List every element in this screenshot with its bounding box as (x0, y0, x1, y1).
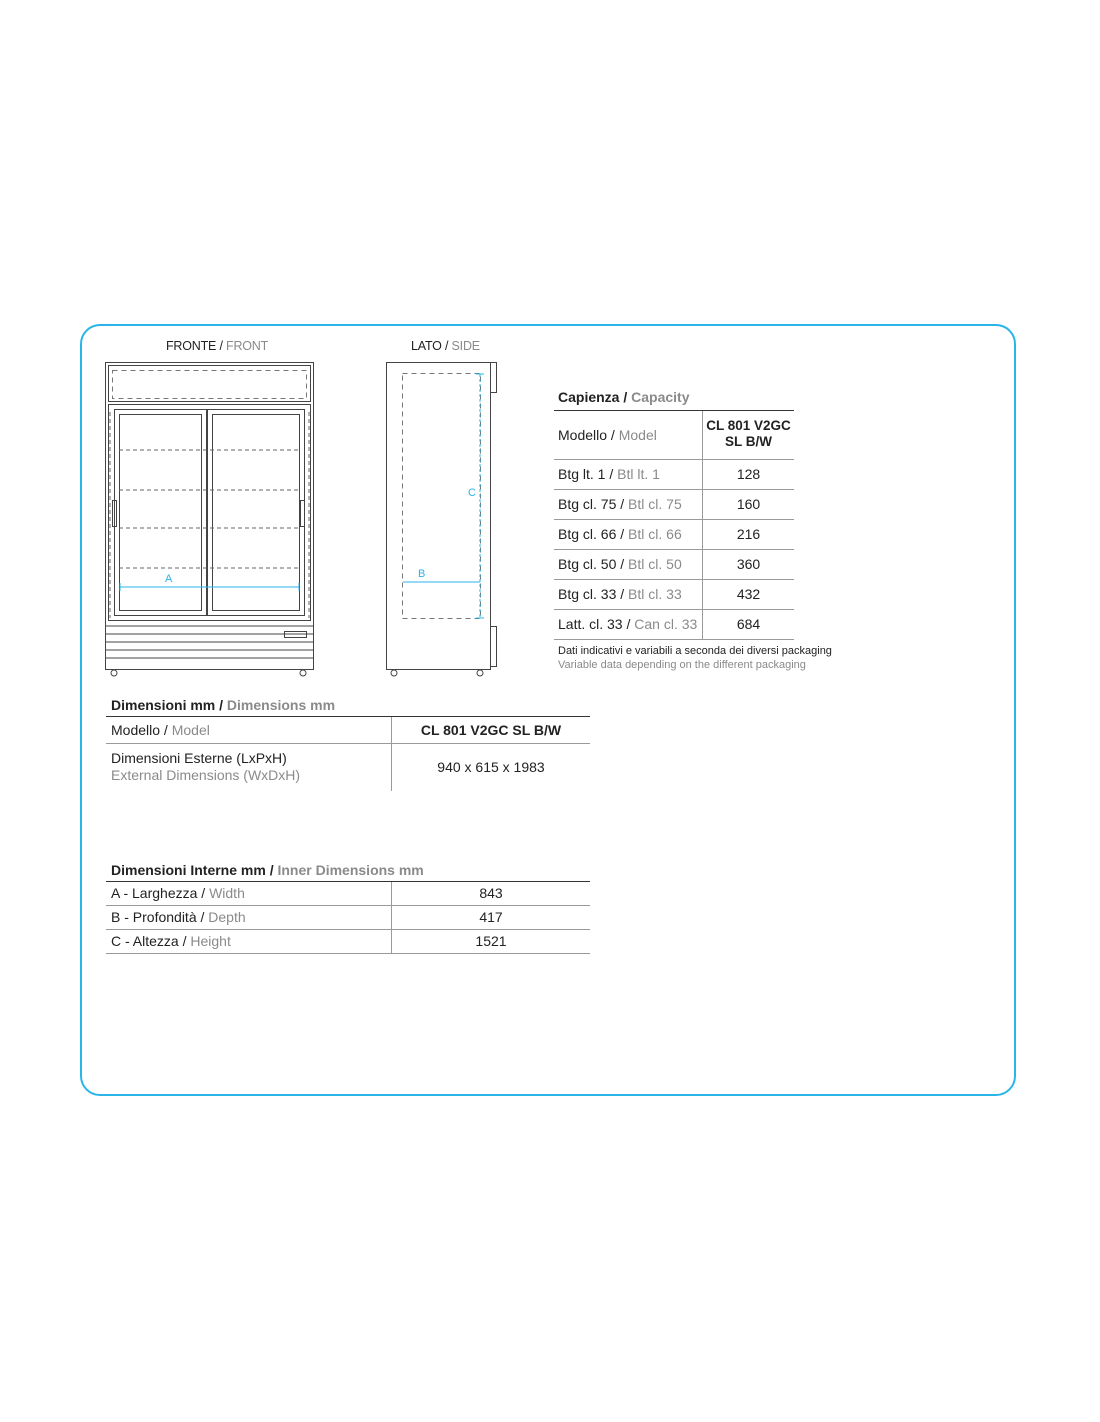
inner-dimensions-title: Dimensioni Interne mm / Inner Dimensions mm (106, 861, 590, 882)
capacity-title-en: Capacity (631, 389, 690, 405)
inner-title-it: Dimensioni Interne mm (111, 862, 266, 878)
label-en: Btl cl. 66 (628, 526, 682, 542)
capacity-row-value: 684 (736, 616, 761, 632)
dimensions-header-row (106, 717, 590, 744)
label-en: External Dimensions (WxDxH) (111, 767, 301, 783)
model-label-en: Model (618, 427, 657, 443)
side-view-drawing (0, 0, 1100, 700)
label-it: B - Profondità (111, 909, 197, 925)
label-en: Height (190, 933, 231, 949)
label-en: Btl cl. 75 (628, 496, 682, 512)
capacity-row-label: Latt. cl. 33 / Can cl. 33 (554, 610, 703, 639)
capacity-row-label: Btg cl. 66 / Btl cl. 66 (554, 520, 703, 549)
dim-c-label: C (468, 487, 476, 499)
label-it: Dimensioni Esterne (LxPxH) (111, 750, 287, 766)
inner-dimensions-table (106, 861, 590, 954)
label-it: Btg lt. 1 (558, 466, 606, 482)
front-title-en: FRONT (226, 339, 269, 353)
label-en: Can cl. 33 (634, 616, 698, 632)
table-row (106, 906, 590, 930)
table-row (106, 744, 590, 791)
label-it: Btg cl. 75 (558, 496, 617, 512)
capacity-row-value: 432 (736, 586, 761, 602)
table-row (106, 930, 590, 954)
dim-a-label: A (165, 573, 173, 585)
model-label-en: Model (171, 722, 210, 738)
capacity-row-label: Btg cl. 33 / Btl cl. 33 (554, 580, 703, 609)
external-dimensions-label (106, 744, 392, 791)
label-en: Depth (208, 909, 246, 925)
model-name-line2: SL B/W (725, 434, 772, 449)
inner-row-value: 417 (479, 909, 503, 925)
note-en: Variable data depending on the different packaging (558, 659, 806, 671)
capacity-table (554, 386, 832, 672)
label-it: Latt. cl. 33 (558, 616, 623, 632)
table-row (554, 520, 794, 550)
side-title-en: SIDE (451, 339, 480, 353)
capacity-title: Capienza / Capacity (554, 386, 794, 411)
capacity-header-label: Modello / Model (554, 411, 703, 459)
label-it: C - Altezza (111, 933, 179, 949)
dimensions-model-name: CL 801 V2GC SL B/W (420, 722, 562, 738)
table-row (554, 490, 794, 520)
front-title-sep: / (216, 339, 227, 353)
label-it: A - Larghezza (111, 885, 198, 901)
front-title-it: FRONTE (166, 339, 217, 353)
capacity-row-value: 128 (736, 466, 761, 482)
external-dimensions-value: 940 x 615 x 1983 (437, 759, 545, 775)
note-it: Dati indicativi e variabili a seconda dei diversi packaging (558, 645, 832, 657)
table-row (554, 550, 794, 580)
inner-row-label: B - Profondità / Depth (106, 906, 392, 929)
inner-title-en: Inner Dimensions mm (277, 862, 424, 878)
inner-row-label: A - Larghezza / Width (106, 882, 392, 905)
label-it: Btg cl. 33 (558, 586, 617, 602)
capacity-header-row (554, 411, 794, 460)
table-row (554, 610, 794, 640)
capacity-row-value: 216 (736, 526, 761, 542)
model-label-it: Modello (111, 722, 161, 738)
dim-b-label: B (418, 568, 426, 580)
capacity-row-value: 360 (736, 556, 761, 572)
table-row (554, 580, 794, 610)
model-label-it: Modello (558, 427, 608, 443)
dimensions-table (106, 696, 590, 791)
capacity-note (554, 644, 832, 672)
capacity-row-value: 160 (736, 496, 761, 512)
dimensions-title-en: Dimensions mm (226, 697, 336, 713)
label-en: Btl cl. 50 (628, 556, 682, 572)
dimensions-title: Dimensioni mm / Dimensions mm (106, 696, 590, 717)
side-title-sep: / (441, 339, 452, 353)
label-en: Btl cl. 33 (628, 586, 682, 602)
inner-row-value: 843 (479, 885, 503, 901)
capacity-row-label: Btg cl. 75 / Btl cl. 75 (554, 490, 703, 519)
dimensions-header-label: Modello / Model (106, 717, 392, 743)
label-en: Width (209, 885, 245, 901)
model-name-line1: CL 801 V2GC (706, 418, 791, 433)
capacity-row-label: Btg lt. 1 / Btl lt. 1 (554, 460, 703, 489)
capacity-header-model (703, 411, 794, 459)
table-row (106, 882, 590, 906)
label-en: Btl lt. 1 (617, 466, 660, 482)
capacity-title-it: Capienza (558, 389, 620, 405)
side-title-it: LATO (411, 339, 442, 353)
capacity-row-label: Btg cl. 50 / Btl cl. 50 (554, 550, 703, 579)
label-it: Btg cl. 66 (558, 526, 617, 542)
dimensions-title-it: Dimensioni mm (111, 697, 216, 713)
table-row (554, 460, 794, 490)
inner-row-label: C - Altezza / Height (106, 930, 392, 953)
inner-row-value: 1521 (475, 933, 507, 949)
label-it: Btg cl. 50 (558, 556, 617, 572)
